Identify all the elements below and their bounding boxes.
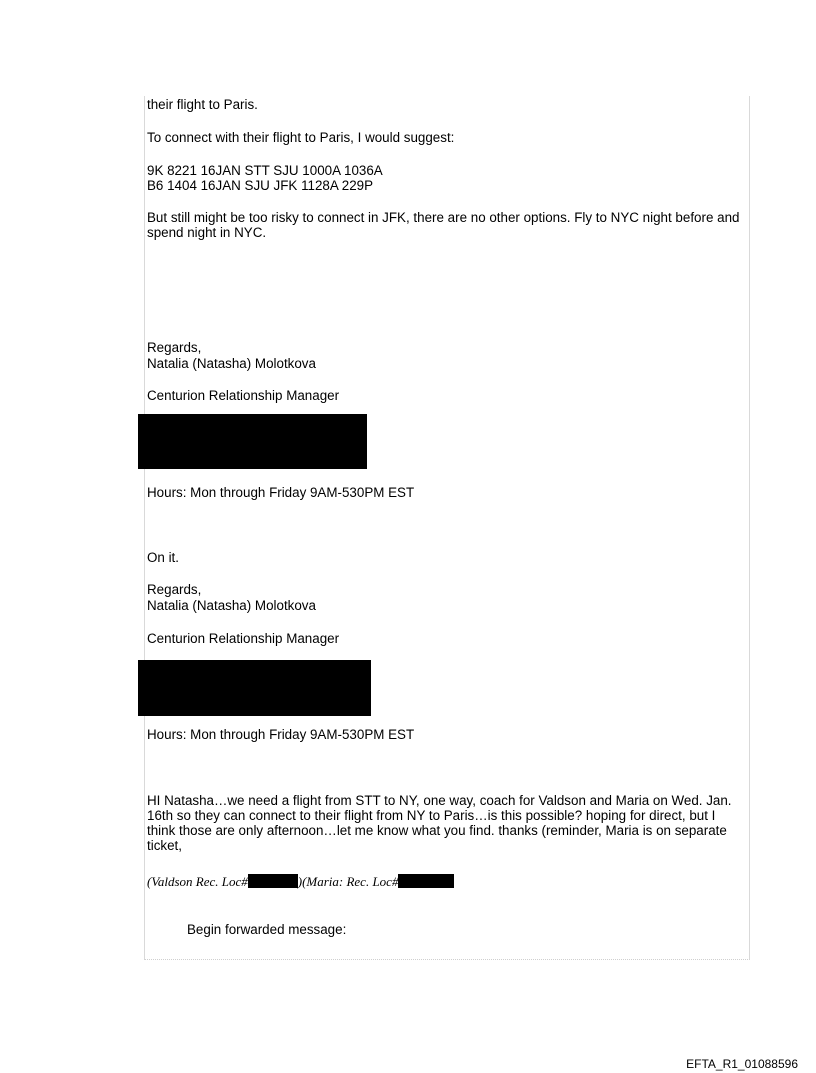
maria-locator-label: )(Maria: Rec. Loc# bbox=[297, 874, 399, 889]
document-id: EFTA_R1_01088596 bbox=[686, 1057, 798, 1071]
signature-name: Natalia (Natasha) Molotkova bbox=[147, 356, 316, 371]
redaction-inline bbox=[248, 874, 298, 888]
signature-hours: Hours: Mon through Friday 9AM-530PM EST bbox=[147, 485, 415, 500]
record-locator-line bbox=[147, 874, 454, 889]
signature-hours: Hours: Mon through Friday 9AM-530PM EST bbox=[147, 727, 415, 742]
flight-line: 9K 8221 16JAN STT SJU 1000A 1036A bbox=[147, 163, 383, 178]
forwarded-label: Begin forwarded message: bbox=[187, 922, 347, 937]
signature-title: Centurion Relationship Manager bbox=[147, 631, 340, 646]
redaction-block bbox=[138, 414, 367, 469]
redaction-inline bbox=[398, 874, 454, 888]
signature-regards: Regards, bbox=[147, 582, 202, 597]
valdson-locator-label: (Valdson Rec. Loc# bbox=[147, 874, 248, 889]
flight-line: B6 1404 16JAN SJU JFK 1128A 229P bbox=[147, 178, 374, 193]
reply-text: On it. bbox=[147, 550, 179, 565]
signature-regards: Regards, bbox=[147, 340, 202, 355]
redaction-block bbox=[138, 660, 371, 716]
text-line: To connect with their flight to Paris, I would suggest: bbox=[147, 130, 455, 145]
request-paragraph: HI Natasha…we need a flight from STT to NY, one way, coach for Valdson and Maria on Wed. Jan. 16th so they can connect to their flight from NY to Paris…is this possible? hoping for direct, but I think those are only afternoon…let me know what you find. thanks (reminder, Maria is on separate ticket, bbox=[147, 793, 732, 853]
signature-title: Centurion Relationship Manager bbox=[147, 388, 340, 403]
risk-paragraph: But still might be too risky to connect in JFK, there are no other options. Fly to NYC night before and spend night in NYC. bbox=[147, 210, 740, 240]
text-line: their flight to Paris. bbox=[147, 97, 258, 112]
signature-name: Natalia (Natasha) Molotkova bbox=[147, 598, 316, 613]
